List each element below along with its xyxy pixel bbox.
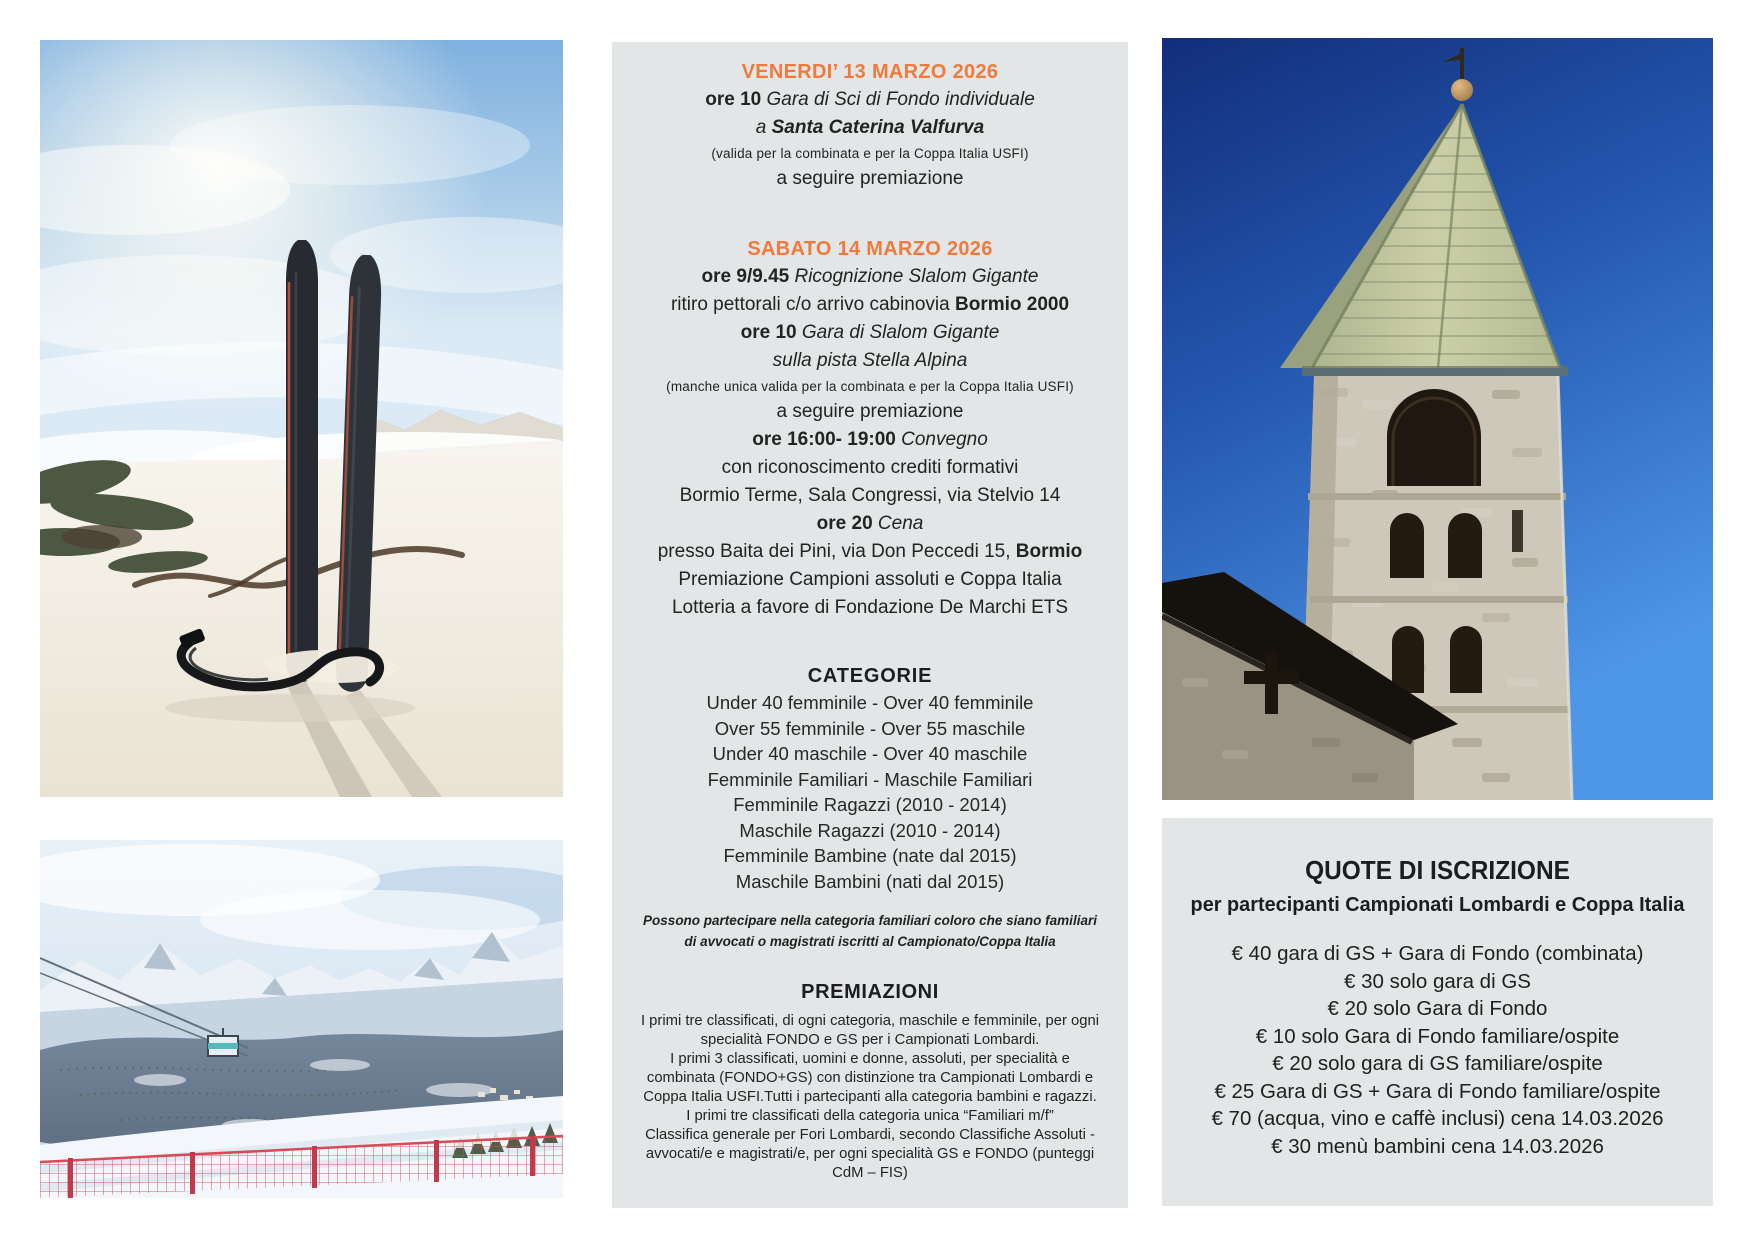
section-categories bbox=[636, 662, 1104, 894]
schedule-line: con riconoscimento crediti formativi bbox=[721, 457, 1019, 478]
section-day bbox=[636, 235, 1104, 622]
fee-line: € 20 solo gara di GS familiare/ospite bbox=[1272, 1052, 1603, 1075]
schedule-line: ore 20 Cena bbox=[816, 513, 924, 534]
premiazioni-block: I primi tre classificati della categoria unica “Familiari m/f” bbox=[686, 1108, 1054, 1124]
fee-line: € 40 gara di GS + Gara di Fondo (combinata) bbox=[1231, 942, 1644, 965]
fee-line: € 30 menù bambini cena 14.03.2026 bbox=[1271, 1134, 1604, 1158]
fee-line: € 25 Gara di GS + Gara di Fondo familiare/ospite bbox=[1214, 1079, 1661, 1103]
skis-photo-illustration bbox=[40, 40, 563, 797]
fees-panel bbox=[1162, 818, 1713, 1206]
section-title: VENERDI’ 13 MARZO 2026 bbox=[741, 61, 999, 83]
premiazioni-heading: PREMIAZIONI bbox=[801, 981, 939, 1003]
category-row: Femminile Bambine (nate dal 2015) bbox=[723, 845, 1017, 866]
premiazioni-paragraph bbox=[636, 1012, 1104, 1183]
category-row: Over 55 femminile - Over 55 maschile bbox=[714, 717, 1026, 739]
premiazioni-block: I primi tre classificati, di ogni categoria, maschile e femminile, per ogni specialità FONDO e GS per i Campionati Lombardi. bbox=[640, 1013, 1100, 1048]
category-row: Under 40 femminile - Over 40 femminile bbox=[706, 692, 1034, 713]
category-row: Maschile Ragazzi (2010 - 2014) bbox=[739, 819, 1001, 841]
category-row: Femminile Ragazzi (2010 - 2014) bbox=[733, 794, 1007, 815]
schedule-line: a seguire premiazione bbox=[776, 401, 964, 422]
category-row: Femminile Familiari - Maschile Familiari bbox=[707, 768, 1033, 790]
schedule-line: ore 16:00- 19:00 Convegno bbox=[752, 429, 988, 450]
schedule-line: ore 10 Gara di Sci di Fondo individuale bbox=[705, 89, 1035, 110]
schedule-line: (manche unica valida per la combinata e per la Coppa Italia USFI) bbox=[666, 379, 1074, 394]
fees-subheading: per partecipanti Campionati Lombardi e Coppa Italia bbox=[1190, 893, 1685, 916]
schedule-line: Bormio Terme, Sala Congressi, via Stelvio 14 bbox=[679, 485, 1061, 506]
fee-line: € 70 (acqua, vino e caffè inclusi) cena 14.03.2026 bbox=[1211, 1107, 1664, 1130]
program-panel bbox=[612, 42, 1128, 1208]
schedule-line: a Santa Caterina Valfurva bbox=[755, 117, 985, 138]
schedule-line: a seguire premiazione bbox=[776, 168, 964, 189]
schedule-line: Lotteria a favore di Fondazione De Marchi ETS bbox=[671, 597, 1069, 618]
photo-bell-tower bbox=[1162, 38, 1713, 800]
section-title: SABATO 14 MARZO 2026 bbox=[747, 238, 993, 260]
premiazioni-block: Classifica generale per Fori Lombardi, secondo Classifiche Assoluti - avvocati/e e magistrati/e, per ogni specialità GS e FONDO (punteggi CdM – FIS) bbox=[645, 1127, 1095, 1181]
section-day bbox=[636, 58, 1104, 193]
photo-skis-in-snow bbox=[40, 40, 563, 797]
schedule-line: ritiro pettorali c/o arrivo cabinovia Bormio 2000 bbox=[670, 294, 1070, 315]
fee-line: € 20 solo Gara di Fondo bbox=[1327, 997, 1548, 1020]
fee-line: € 10 solo Gara di Fondo familiare/ospite bbox=[1255, 1024, 1620, 1048]
fees-list bbox=[1182, 940, 1693, 1160]
schedule-line: ore 9/9.45 Ricognizione Slalom Gigante bbox=[701, 266, 1039, 287]
schedule-line: ore 10 Gara di Slalom Gigante bbox=[740, 322, 1000, 343]
category-row: Maschile Bambini (nati dal 2015) bbox=[735, 870, 1005, 892]
schedule-line: presso Baita dei Pini, via Don Peccedi 15, Bormio bbox=[657, 541, 1083, 562]
photo-ski-slope-panorama bbox=[40, 840, 563, 1198]
premiazioni-block: I primi 3 classificati, uomini e donne, assoluti, per specialità e combinata (FONDO+GS) con distinzione tra Campionati Lombardi e Coppa Italia USFI.Tutti i partecipanti alla categoria bambini e ragazzi. bbox=[643, 1051, 1097, 1105]
schedule-line: Premiazione Campioni assoluti e Coppa Italia bbox=[678, 569, 1062, 590]
fees-heading: QUOTE DI ISCRIZIONE bbox=[1305, 855, 1570, 885]
section-title: CATEGORIE bbox=[807, 665, 933, 687]
category-row: Under 40 maschile - Over 40 maschile bbox=[712, 743, 1028, 764]
schedule-line: sulla pista Stella Alpina bbox=[772, 350, 968, 371]
schedule-sections bbox=[636, 58, 1104, 894]
tower-photo-illustration bbox=[1162, 38, 1713, 800]
fee-line: € 30 solo gara di GS bbox=[1344, 969, 1531, 993]
schedule-line: (valida per la combinata e per la Coppa Italia USFI) bbox=[711, 146, 1029, 161]
familiari-note: Possono partecipare nella categoria familiari coloro che siano familiari di avvocati o magistrati iscritti al Campionato/Coppa Italia bbox=[643, 913, 1097, 949]
slope-photo-illustration bbox=[40, 840, 563, 1198]
